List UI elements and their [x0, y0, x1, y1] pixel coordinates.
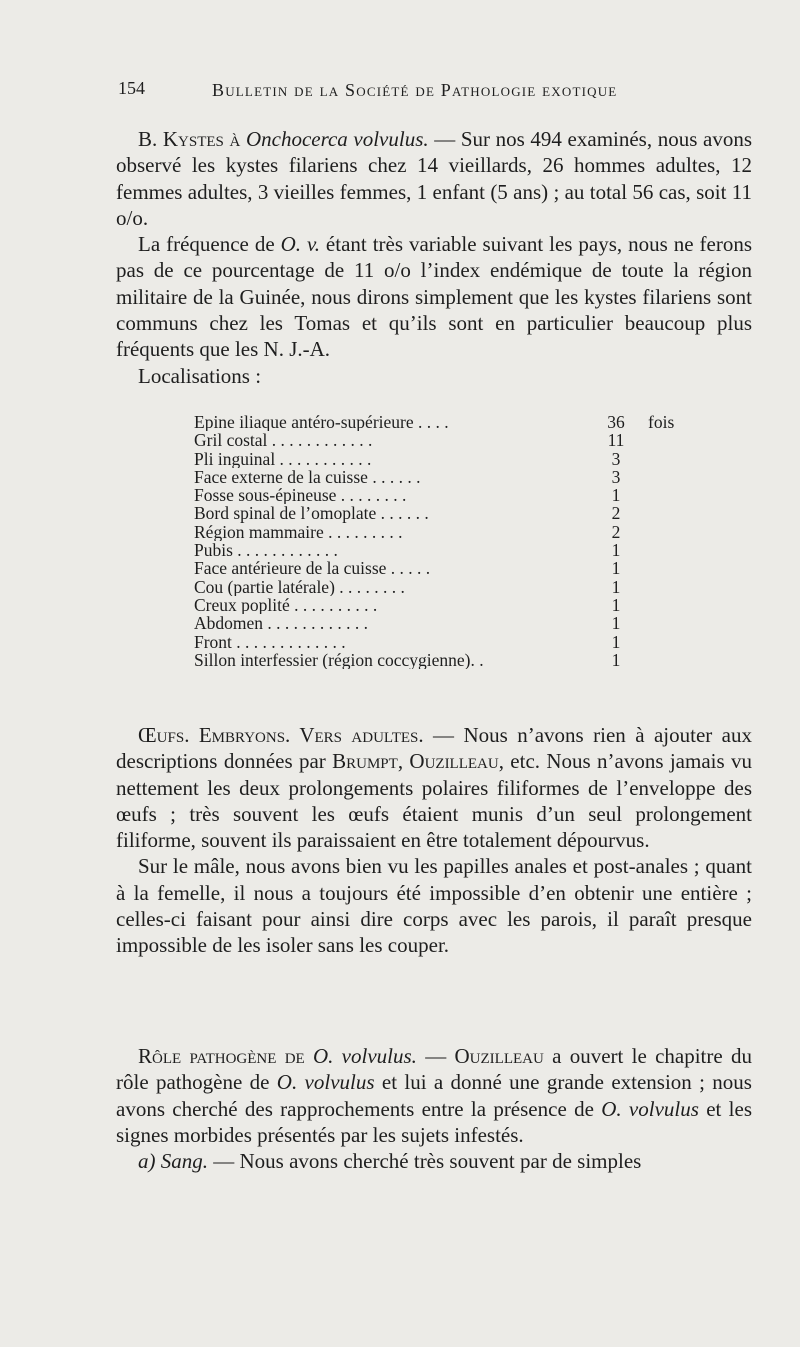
- role-dash: —: [416, 1044, 455, 1068]
- row-count: 3: [611, 466, 621, 487]
- localisation-table: [194, 413, 694, 669]
- role-text-3: et lui a donné une grande extension ; nous avons cherché des rapprochements entre la présence de: [116, 1070, 752, 1121]
- author-brumpt: Brumpt: [332, 749, 398, 774]
- row-count: 2: [611, 503, 621, 524]
- row-count: 1: [611, 649, 621, 670]
- sang-paragraph: [116, 1148, 752, 1174]
- table-row: [194, 559, 694, 577]
- frequency-text-rest: étant très variable suivant les pays, nous ne ferons pas de ce pourcentage de 11 o/o l’index endémique de toute la région militaire de la Guinée, nous dirons simplement que les kystes filariens sont communs chez les Tomas et qu’ils sont en particulier beaucoup plus fréquents que les N. J.-A.: [116, 232, 752, 362]
- row-count: 1: [611, 631, 621, 652]
- species-name: O. volvulus.: [312, 1044, 417, 1068]
- section-b-label: B. Kystes à: [138, 127, 241, 151]
- oeufs-paragraph: [116, 722, 752, 853]
- table-row: [194, 431, 694, 449]
- table-row: [194, 486, 694, 504]
- row-label: Face externe de la cuisse . . . . . .: [194, 467, 421, 487]
- table-row: [194, 633, 694, 651]
- row-label: Pli inguinal . . . . . . . . . . .: [194, 449, 372, 468]
- role-text-4: et les signes morbides présentés par les sujets infestés.: [116, 1096, 752, 1147]
- row-label: Pubis . . . . . . . . . . . .: [194, 541, 338, 560]
- author-ouzilleau: Ouzilleau: [454, 1044, 544, 1068]
- table-row: [194, 596, 694, 614]
- role-paragraph: [116, 1043, 752, 1148]
- species-name: O. volvulus: [601, 1096, 699, 1121]
- row-label: Bord spinal de l’omoplate . . . . . .: [194, 504, 429, 523]
- sang-label: a): [138, 1149, 161, 1174]
- row-label: Face antérieure de la cuisse . . . . .: [194, 559, 431, 578]
- species-abbr: O. v.: [280, 232, 320, 257]
- sang-title: Sang.: [160, 1149, 208, 1174]
- row-label: Région mammaire . . . . . . . . .: [194, 522, 403, 542]
- row-count: 1: [611, 485, 621, 506]
- row-label: Front . . . . . . . . . . . . .: [194, 632, 346, 651]
- table-row: [194, 523, 694, 541]
- separator: ,: [397, 749, 410, 774]
- running-title: Bulletin de la Société de Pathologie exotique: [212, 80, 618, 100]
- row-count: 2: [611, 521, 621, 542]
- table-row: [194, 578, 694, 596]
- row-label: Epine iliaque antéro-supérieure . . . .: [194, 413, 449, 432]
- sang-text: — Nous avons cherché très souvent par de simples: [208, 1149, 642, 1174]
- oeufs-text-1: — Nous n’avons rien à ajouter aux descriptions données par: [116, 723, 753, 774]
- row-label: Sillon interfessier (région coccygienne). .: [194, 650, 484, 670]
- role-block: [116, 1043, 752, 1174]
- table-row: [194, 468, 694, 486]
- frequency-text-start: La fréquence de: [138, 232, 281, 257]
- row-count: 11: [607, 430, 625, 451]
- row-label: Gril costal . . . . . . . . . . . .: [194, 431, 373, 450]
- author-ouzilleau: Ouzilleau: [409, 749, 499, 774]
- row-count: 1: [611, 540, 621, 561]
- frequency-paragraph: [116, 231, 752, 362]
- localisations-title: Localisations :: [138, 363, 262, 388]
- row-count: 1: [611, 558, 621, 579]
- table-row: [194, 651, 694, 669]
- row-label: Abdomen . . . . . . . . . . . .: [194, 614, 369, 633]
- row-label: Fosse sous-épineuse . . . . . . . .: [194, 486, 407, 505]
- count-unit: fois: [648, 412, 675, 432]
- row-label: Creux poplité . . . . . . . . . .: [194, 595, 378, 615]
- table-row: [194, 413, 694, 431]
- role-heading: Rôle pathogène de: [138, 1044, 305, 1068]
- table-row: [194, 541, 694, 559]
- row-count: 1: [611, 594, 621, 615]
- row-count: 1: [611, 613, 621, 634]
- page-number: 154: [118, 78, 145, 98]
- row-count: 36: [607, 412, 625, 432]
- row-count: 1: [611, 576, 621, 597]
- male-paragraph: Sur le mâle, nous avons bien vu les papilles anales et post-anales ; quant à la femelle, il nous a toujours été impossible d’en obtenir une entière ; celles-ci faisant pour ainsi dire corps avec les parois, il paraît presque impossible de les isoler sans les couper.: [116, 854, 752, 958]
- species-name: O. volvulus: [276, 1070, 375, 1095]
- oeufs-heading: Œufs. Embryons. Vers adultes.: [138, 723, 424, 747]
- table-row: [194, 450, 694, 468]
- row-count: 3: [611, 448, 621, 469]
- oeufs-block: [116, 722, 752, 959]
- role-text-2: a ouvert le chapitre du rôle pathogène de: [116, 1044, 752, 1095]
- row-label: Cou (partie latérale) . . . . . . . .: [194, 577, 405, 596]
- species-name: Onchocerca volvulus.: [245, 127, 429, 151]
- table-row: [194, 614, 694, 632]
- section-b-text: — Sur nos 494 examinés, nous avons observé les kystes filariens chez 14 vieillards, 26 hommes adultes, 12 femmes adultes, 3 vieilles femmes, 1 enfant (5 ans) ; au total 56 cas, soit 11 o/o.: [116, 127, 752, 230]
- section-b-block: [116, 126, 752, 389]
- oeufs-text-2: , etc. Nous n’avons jamais vu nettement les deux prolongements polaires filiformes de l’enveloppe des œufs ; très souvent les œufs étaient munis d’un seul prolongement filiforme, souvent ils paraissaient en être totalement dépourvus.: [116, 749, 753, 853]
- table-row: [194, 504, 694, 522]
- section-b-paragraph: [116, 126, 752, 231]
